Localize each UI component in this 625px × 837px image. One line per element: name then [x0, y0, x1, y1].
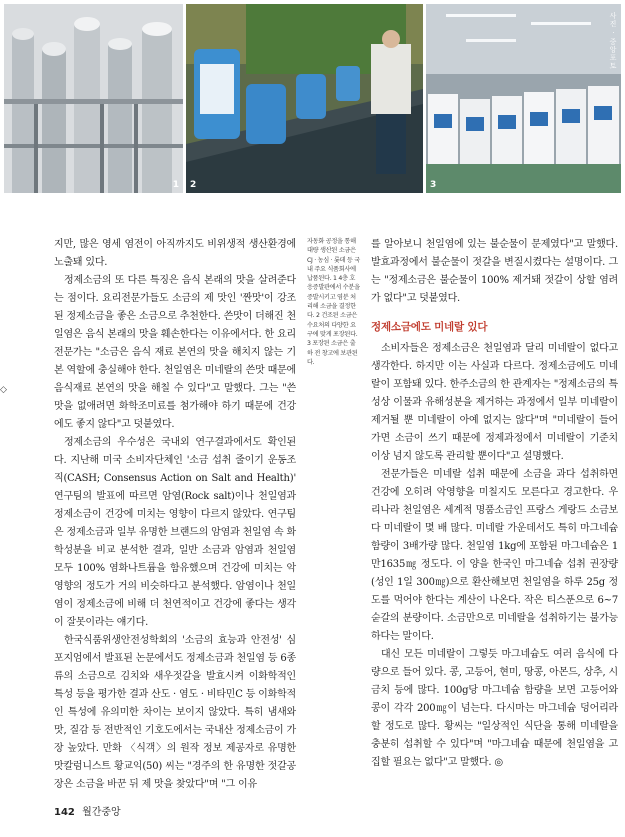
right-paragraph-4: 대신 모든 미네랄이 그렇듯 마그네슘도 여러 음식에 다량으로 들어 있다. 콩, 고등어, 현미, 땅콩, 아몬드, 상추, 시금치 등에 많다. 100g당 마그네슘 함량을 보면 고등어와 콩이 각각 200㎎이 넘는다. 다시마는 마그네슘 덩어리라 할 정도로 많다. 황씨는 "일상적인 식단을 통해 미네랄을 충분히 섭취할 수 있다"며 "마그네슘 때문에 천일염을 고집할 필요는 없다"고 말했다. ◎ — [371, 649, 618, 768]
right-paragraph-1: 를 알아보니 천일염에 있는 불순물이 문제였다"고 말했다. 발효과정에서 불순물이 젓갈을 변질시켰다는 설명이다. 그는 "정제소금은 불순물이 100% 제거돼 젓갈이 상할 염려가 없다"고 덧붙였다. — [371, 239, 618, 304]
photo-number-1: 1 — [172, 180, 179, 190]
photo-credit: 사진 · 중앙포토 — [609, 12, 617, 70]
left-paragraph-1: 지만, 많은 영세 염전이 아직까지도 비위생적 생산환경에 노출돼 있다. — [54, 239, 296, 268]
photo-packaging-line — [186, 4, 423, 193]
warehouse-illustration — [426, 4, 621, 193]
left-paragraph-2: 정제소금의 또 다른 특징은 음식 본래의 맛을 살려준다는 점이다. 요리전문가들도 소금의 제 맛인 '짠맛'이 강조된 정제소금을 좋은 소금으로 추천한다. 쓴맛이 더해진 천일염은 음식 본래의 맛을 훼손한다는 이유에서다. 한 요리전문가는 "소금은 음식 재료 본연의 맛을 해치지 않는 기본 역할에 충실해야 한다. 천일염은 미네랄의 쓴맛 때문에 음식재료 본연의 맛을 해칠 수 있다"고 말했다. 그는 "쓴맛을 없애려면 화학조미료를 첨가해야 하기 때문에 건강에도 좋지 않다"고 덧붙였다. — [54, 275, 296, 430]
page-edge-mark: ◇ — [0, 385, 7, 395]
photo-strip — [0, 0, 625, 193]
magazine-name: 월간중앙 — [82, 807, 121, 818]
article-column-left — [54, 236, 296, 794]
right-paragraph-3: 전문가들은 미네랄 섭취 때문에 소금을 과다 섭취하면 건강에 오히려 악영향을 미칠지도 모른다고 경고한다. 우리나라 천일염은 세계적 명품소금인 프랑스 게랑드 소금보다 미네랄이 몇 배 많다. 미네랄 가운데서도 특히 마그네슘 함량이 3배가량 많다. 천일염 1kg에 포함된 마그네슘은 1만1635㎎ 정도다. 이 양을 한국인 마그네슘 섭취 권장량(성인 1일 300㎎)으로 환산해보면 천일염을 하루 25g 정도를 먹어야 한다는 계산이 나온다. 작은 티스푼으로 6~7숟갈의 분량이다. 소금만으로 미네랄을 섭취하기는 불가능하다는 말이다. — [371, 469, 618, 642]
photo-caption: 자동화 공정을 통해 대량 생산된 소금은 CJ · 농심 · 롯데 등 국내 주요 식품회사에 납품된다. 1 4층 호응증발관에서 수분을 증발시키고 염분 처리해 소금을 결정한다. 2 건조된 소금은 수요처의 다양한 요구에 맞게 포장된다. 3 포장된 소금은 출하 전 창고에 보관된다. — [307, 238, 360, 366]
left-paragraph-4: 한국식품위생안전성학회의 '소금의 효능과 안전성' 심포지엄에서 발표된 논문에서도 정제소금과 천일염 등 6종류의 소금으로 김치와 새우젓갈을 발효시켜 이화학적인 특성 등을 평가한 결과 산도 · 염도 · 비타민C 등 이화학적인 특성에 유의미한 차이는 보이지 않았다. 특히 냄새와 맛, 질감 등 전반적인 기호도에서는 국내산 정제소금이 가장 높았다. 만화 〈식객〉의 원작 정보 제공자로 유명한 맛칼럼니스트 황교익(50) 씨는 "경주의 한 유명한 젓갈공장은 소금을 바꾼 뒤 제 맛을 찾았다"며 "그 이유 — [54, 635, 296, 790]
evaporation-towers-illustration — [4, 4, 183, 193]
packaging-line-illustration — [186, 4, 423, 193]
photo-evaporation-towers — [4, 4, 183, 193]
page-number: 142 — [54, 807, 75, 818]
photo-number-3: 3 — [430, 180, 437, 190]
photo-number-2: 2 — [190, 180, 197, 190]
left-paragraph-3: 정제소금의 우수성은 국내외 연구결과에서도 확인된다. 지난해 미국 소비자단체인 '소금 섭취 줄이기 운동조직(CASH; Consensus Action on Salt and Health)' 연구팀의 발표에 따르면 암염(Rock salt)이나 천일염과 정제소금이 건강에 미치는 영향이 다르지 않았다. 연구팀은 정제소금과 일부 유명한 브랜드의 암염과 천일염 속 화학성분을 비교 분석한 결과, 일반 소금과 암염과 천일염 모두 100% 염화나트륨을 함유했으며 건강에 미치는 악영향의 정도가 거의 비슷하다고 분석했다. 암염이나 천일염이 정제소금에 비해 더 천연적이고 건강에 좋다는 생각이 잘못이라는 얘기다. — [54, 437, 296, 628]
photo-warehouse — [426, 4, 621, 193]
article-column-right — [371, 236, 618, 772]
section-subheading: 정제소금에도 미네랄 있다 — [371, 321, 488, 333]
page-folio — [54, 803, 121, 818]
right-paragraph-2: 소비자들은 정제소금은 천일염과 달리 미네랄이 없다고 생각한다. 하지만 이는 사실과 다르다. 정제소금에도 미네랄이 포함돼 있다. 한주소금의 한 관계자는 "정제소금의 특성상 이물과 유해성분을 제거하는 과정에서 일부 미네랄이 제거될 뿐 미네랄이 아예 없지는 않다"며 "미네랄이 들어가면 소금이 쓰기 때문에 정제과정에서 미네랄이 기준치 이상 넘지 않도록 관리할 뿐이다"고 설명했다. — [371, 343, 618, 462]
